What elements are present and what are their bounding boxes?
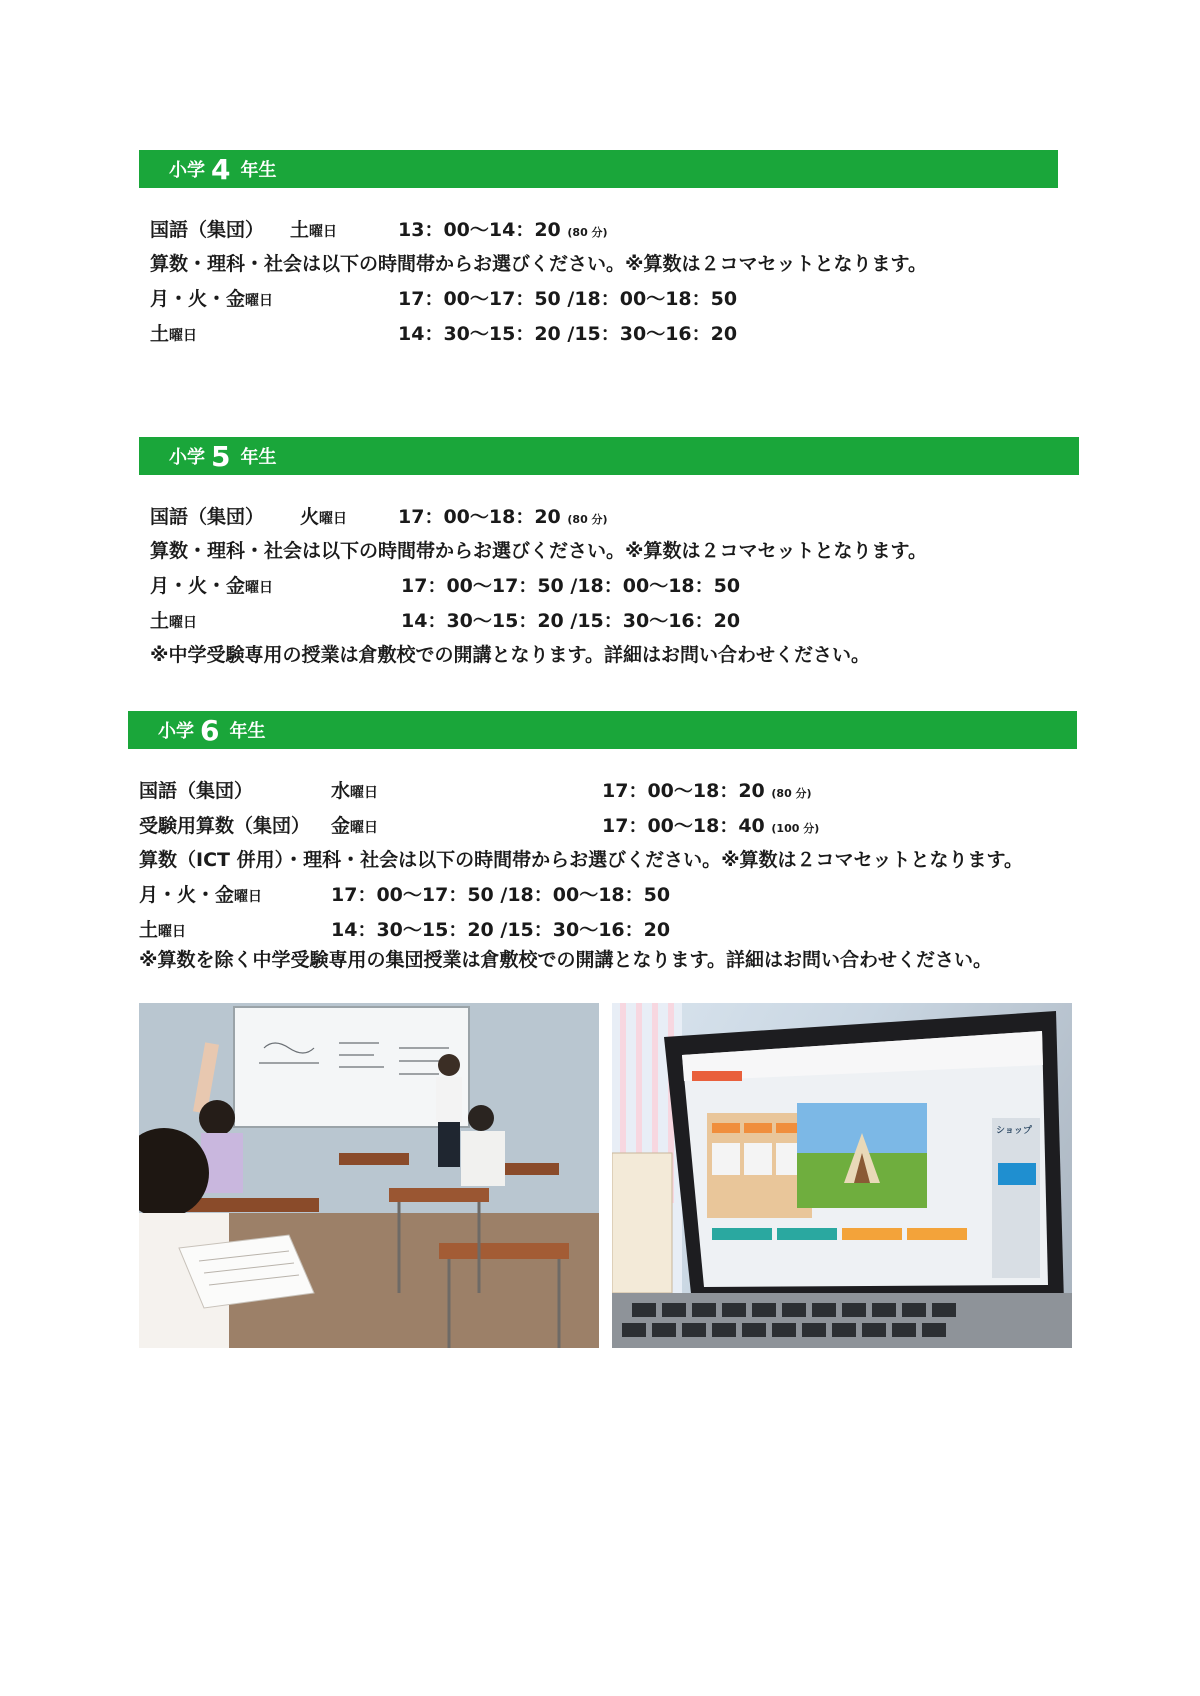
grade6-note: 算数（ICT 併用）・理科・社会は以下の時間帯からお選びください。※算数は２コマセットとなります。 [139, 849, 1024, 871]
grade5-japanese-time: 17：00～18：20 [398, 506, 561, 528]
grade6-row1-suffix: 曜日 [234, 889, 263, 905]
grade6-math-day-suffix: 曜日 [350, 820, 379, 836]
grade4-note: 算数・理科・社会は以下の時間帯からお選びください。※算数は２コマセットとなります。 [150, 253, 927, 275]
grade5-title-suffix: 年生 [240, 447, 277, 468]
grade5-japanese-day-char: 火 [300, 506, 320, 528]
grade5-japanese-duration: (80 分) [567, 513, 608, 526]
grade6-row1-days-text: 月・火・金 [139, 884, 235, 906]
grade6-title-prefix: 小学 [158, 721, 194, 742]
grade5-japanese-day-suffix: 曜日 [319, 511, 348, 527]
grade4-row2-suffix: 曜日 [169, 328, 198, 344]
grade5-title-prefix: 小学 [169, 447, 205, 468]
grade6-title-suffix: 年生 [229, 721, 266, 742]
grade6-math-row [139, 814, 310, 838]
grade5-note: 算数・理科・社会は以下の時間帯からお選びください。※算数は２コマセットとなります。 [150, 540, 927, 562]
grade6-row2-days-text: 土 [139, 919, 159, 941]
grade5-footnote: ※中学受験専用の授業は倉敷校での開講となります。詳細はお問い合わせください。 [150, 644, 870, 666]
grade6-japanese-day-suffix: 曜日 [350, 785, 379, 801]
grade6-japanese-duration: (80 分) [771, 787, 812, 800]
grade6-math-label: 受験用算数（集団） [139, 815, 311, 837]
grade4-row1-suffix: 曜日 [245, 293, 274, 309]
grade4-japanese-day-char: 土 [290, 219, 310, 241]
laptop-shop-label: ショップ [996, 1126, 1032, 1136]
grade4-row1-days [150, 287, 273, 313]
grade6-japanese-day [331, 779, 378, 805]
grade6-row1-times: 17：00～17：50 /18：00～18：50 [331, 884, 671, 906]
grade6-math-duration: (100 分) [771, 822, 820, 835]
grade6-row2-days [139, 918, 186, 944]
grade6-row1-days [139, 883, 262, 909]
grade6-banner [128, 711, 1077, 749]
grade6-math-time: 17：00～18：40 [602, 815, 765, 837]
grade6-japanese-row [139, 779, 253, 803]
grade6-math-day-char: 金 [331, 815, 351, 837]
grade5-row2-days-text: 土 [150, 610, 170, 632]
classroom-photo [139, 1003, 599, 1348]
grade6-japanese-time: 17：00～18：20 [602, 780, 765, 802]
grade4-row1-times: 17：00～17：50 /18：00～18：50 [398, 288, 738, 310]
grade5-row2-suffix: 曜日 [169, 615, 198, 631]
grade4-row1-days-text: 月・火・金 [150, 288, 246, 310]
grade4-row2-days-text: 土 [150, 323, 170, 345]
grade6-row2-times: 14：30～15：20 /15：30～16：20 [331, 919, 671, 941]
grade5-row1-times: 17：00～17：50 /18：00～18：50 [401, 575, 741, 597]
grade4-japanese-duration: (80 分) [567, 226, 608, 239]
grade4-title-suffix: 年生 [240, 160, 277, 181]
laptop-photo [612, 1003, 1072, 1348]
grade5-row1-days [150, 574, 273, 600]
grade5-title-num: 5 [211, 439, 231, 473]
grade5-row1-days-text: 月・火・金 [150, 575, 246, 597]
grade5-banner [139, 437, 1079, 475]
grade4-japanese-time: 13：00～14：20 [398, 219, 561, 241]
grade6-title-num: 6 [200, 713, 220, 747]
grade6-footnote: ※算数を除く中学受験専用の集団授業は倉敷校での開講となります。詳細はお問い合わせください。 [139, 949, 992, 971]
grade4-japanese-row [150, 218, 264, 242]
grade6-math-time-row [602, 814, 819, 841]
grade4-japanese-day [290, 218, 337, 244]
grade4-title-prefix: 小学 [169, 160, 205, 181]
grade6-row2-suffix: 曜日 [158, 924, 187, 940]
grade6-japanese-label: 国語（集団） [139, 780, 254, 802]
grade5-row1-suffix: 曜日 [245, 580, 274, 596]
laptop-illustration [612, 1003, 1072, 1348]
grade6-japanese-day-char: 水 [331, 780, 351, 802]
grade5-japanese-row [150, 505, 264, 529]
grade4-japanese-time-row [398, 218, 608, 245]
classroom-illustration [139, 1003, 599, 1348]
grade4-row2-days [150, 322, 197, 348]
grade5-row2-times: 14：30～15：20 /15：30～16：20 [401, 610, 741, 632]
grade4-japanese-label: 国語（集団） [150, 219, 265, 241]
grade4-banner [139, 150, 1058, 188]
grade6-japanese-time-row [602, 779, 812, 806]
grade5-japanese-label: 国語（集団） [150, 506, 265, 528]
grade5-japanese-day [300, 505, 347, 531]
grade4-title-num: 4 [211, 152, 231, 186]
grade4-japanese-day-suffix: 曜日 [309, 224, 338, 240]
grade6-math-day [331, 814, 378, 840]
grade4-row2-times: 14：30～15：20 /15：30～16：20 [398, 323, 738, 345]
grade5-japanese-time-row [398, 505, 608, 532]
grade5-row2-days [150, 609, 197, 635]
